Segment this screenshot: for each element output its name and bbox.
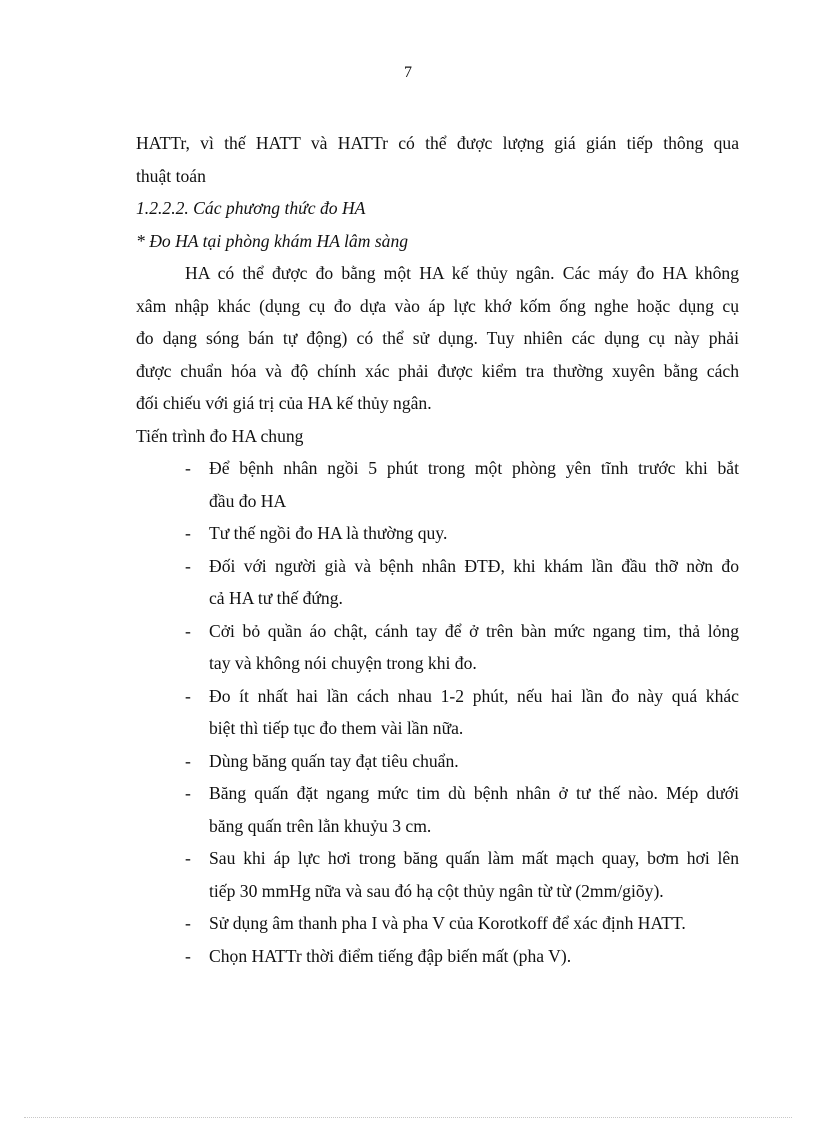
list-item-continuation bbox=[136, 582, 739, 615]
list-item-continuation bbox=[136, 647, 739, 680]
paragraph-line: HA có thể được đo bằng một HA kế thủy ngân. Các máy đo HA không bbox=[185, 263, 739, 283]
list-item-continuation bbox=[136, 875, 739, 908]
list-item bbox=[136, 940, 739, 973]
bullet-dash: - bbox=[185, 783, 191, 803]
page-number: 7 bbox=[404, 64, 412, 81]
list-item-line: tiếp 30 mmHg nữa và sau đó hạ cột thủy ngân từ từ (2mm/giõy). bbox=[209, 880, 664, 901]
bullet-dash: - bbox=[185, 750, 191, 771]
list-item-line: tay và không nói chuyện trong khi đo. bbox=[209, 653, 477, 673]
list-item bbox=[136, 907, 739, 940]
paragraph-line: được chuẩn hóa và độ chính xác phải được kiểm tra thường xuyên bằng cách bbox=[136, 360, 739, 381]
list-item bbox=[136, 452, 739, 485]
list-item-line: Để bệnh nhân ngồi 5 phút trong một phòng yên tĩnh trước khi bắt bbox=[209, 458, 739, 478]
list-item bbox=[136, 842, 739, 875]
list-item-continuation bbox=[136, 810, 739, 843]
list-item bbox=[136, 615, 739, 648]
list-item bbox=[136, 517, 739, 550]
list-item-line: Tư thế ngồi đo HA là thường quy. bbox=[209, 523, 448, 543]
list-item-line: cả HA tư thế đứng. bbox=[209, 588, 343, 608]
page-body bbox=[136, 127, 739, 972]
paragraph-line: thuật toán bbox=[136, 165, 206, 186]
paragraph-line: đối chiếu với giá trị của HA kế thủy ngân. bbox=[136, 393, 432, 413]
bullet-dash: - bbox=[185, 685, 191, 706]
list-item bbox=[136, 680, 739, 713]
list-item-line: Chọn HATTr thời điểm tiếng đập biến mất (pha V). bbox=[209, 945, 572, 966]
bullet-dash: - bbox=[185, 458, 191, 478]
bullet-dash: - bbox=[185, 913, 191, 933]
list-item-line: Sau khi áp lực hơi trong băng quấn làm mất mạch quay, bơm hơi lên bbox=[209, 848, 739, 868]
procedure-title: Tiến trình đo HA chung bbox=[136, 425, 304, 446]
list-item-line: Dùng băng quấn tay đạt tiêu chuẩn. bbox=[209, 750, 459, 771]
list-item-line: Sử dụng âm thanh pha I và pha V của Korotkoff để xác định HATT. bbox=[209, 913, 686, 933]
paragraph-line: đo dạng sóng bán tự động) có thể sử dụng. Tuy nhiên các dụng cụ này phải bbox=[136, 328, 739, 348]
page-bottom-border bbox=[24, 1117, 792, 1118]
subheading: * Đo HA tại phòng khám HA lâm sàng bbox=[136, 230, 409, 251]
list-item-line: Cởi bỏ quần áo chật, cánh tay để ở trên bàn mức ngang tim, thả lỏng bbox=[209, 620, 739, 641]
list-item-line: băng quấn trên lằn khuỷu 3 cm. bbox=[209, 815, 432, 836]
section-heading: 1.2.2.2. Các phương thức đo HA bbox=[136, 198, 366, 218]
list-item-line: Đo ít nhất hai lần cách nhau 1-2 phút, nếu hai lần đo này quá khác bbox=[209, 685, 739, 706]
list-item bbox=[136, 777, 739, 810]
list-item-line: đầu đo HA bbox=[209, 490, 287, 511]
list-item bbox=[136, 550, 739, 583]
list-item-line: Đối với người già và bệnh nhân ĐTĐ, khi khám lần đầu thỡ nờn đo bbox=[209, 555, 739, 576]
bullet-dash: - bbox=[185, 620, 191, 641]
paragraph-line: xâm nhập khác (dụng cụ đo dựa vào áp lực khớ kốm ống nghe hoặc dụng cụ bbox=[136, 295, 739, 316]
bullet-dash: - bbox=[185, 848, 191, 868]
list-item-line: biệt thì tiếp tục đo them vài lần nữa. bbox=[209, 718, 464, 738]
list-item-line: Băng quấn đặt ngang mức tim dù bệnh nhân ở tư thế nào. Mép dưới bbox=[209, 783, 739, 803]
bullet-dash: - bbox=[185, 945, 191, 966]
list-item-continuation bbox=[136, 485, 739, 518]
list-item bbox=[136, 745, 739, 778]
paragraph-line: HATTr, vì thế HATT và HATTr có thể được lượng giá gián tiếp thông qua bbox=[136, 133, 739, 153]
bullet-dash: - bbox=[185, 523, 191, 543]
list-item-continuation bbox=[136, 712, 739, 745]
bullet-dash: - bbox=[185, 555, 191, 576]
